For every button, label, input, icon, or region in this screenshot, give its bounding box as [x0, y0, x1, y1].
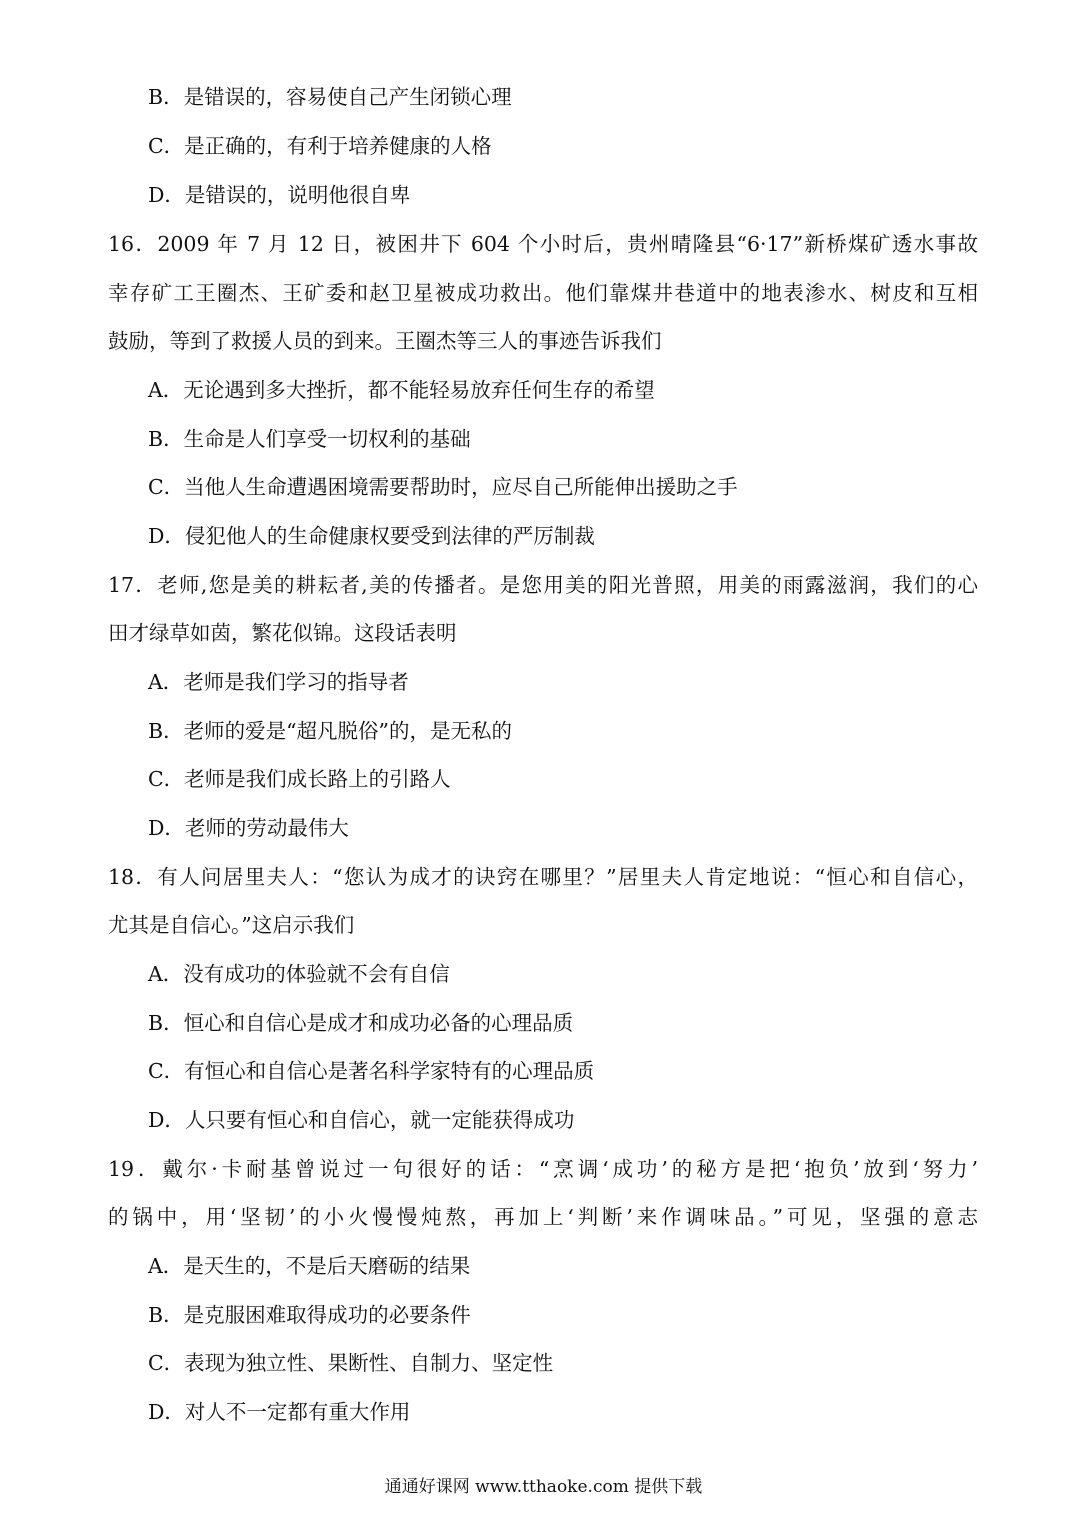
q15-option-c: C．是正确的，有利于培养健康的人格	[148, 134, 492, 158]
q18-option-c: C．有恒心和自信心是著名科学家特有的心理品质	[148, 1059, 595, 1083]
q15-option-b: B．是错误的，容易使自己产生闭锁心理	[148, 85, 512, 109]
q17-option-c: C．老师是我们成长路上的引路人	[148, 767, 451, 791]
q18-option-d: D．人只要有恒心和自信心，就一定能获得成功	[148, 1108, 575, 1132]
q16-option-d: D．侵犯他人的生命健康权要受到法律的严厉制裁	[148, 524, 595, 548]
q19-option-d: D．对人不一定都有重大作用	[148, 1400, 411, 1424]
q17-option-d: D．老师的劳动最伟大	[148, 816, 349, 840]
q19-stem-line-2: 的锅中，用‘坚韧’的小火慢慢炖熬，再加上‘判断’来作调味品。”可见，坚强的意志	[108, 1205, 978, 1229]
q19-stem-line-1: 19．戴尔·卡耐基曾说过一句很好的话：“烹调‘成功’的秘方是把‘抱负’放到‘努力’	[108, 1157, 978, 1181]
q17-stem-line-1: 17．老师,您是美的耕耘者,美的传播者。是您用美的阳光普照，用美的雨露滋润，我们的心	[108, 573, 978, 597]
q18-stem-line-1: 18．有人问居里夫人：“您认为成才的诀窍在哪里？”居里夫人肯定地说：“恒心和自信心，	[108, 865, 978, 889]
page-footer: 通通好课网 www.tthaoke.com 提供下载	[384, 1477, 703, 1497]
q16-stem-line-3: 鼓励，等到了救援人员的到来。王圈杰等三人的事迹告诉我们	[108, 329, 662, 353]
q17-option-b: B．老师的爱是“超凡脱俗”的，是无私的	[148, 719, 513, 743]
q17-stem-line-2: 田才绿草如茵，繁花似锦。这段话表明	[108, 621, 457, 645]
q15-option-d: D．是错误的，说明他很自卑	[148, 183, 411, 207]
q19-option-b: B．是克服困难取得成功的必要条件	[148, 1303, 471, 1327]
q19-option-c: C．表现为独立性、果断性、自制力、坚定性	[148, 1351, 554, 1375]
q16-option-b: B．生命是人们享受一切权利的基础	[148, 427, 471, 451]
q16-option-a: A．无论遇到多大挫折，都不能轻易放弃任何生存的希望	[148, 378, 655, 402]
q16-stem-line-2: 幸存矿工王圈杰、王矿委和赵卫星被成功救出。他们靠煤井巷道中的地表渗水、树皮和互相	[108, 281, 978, 305]
q16-option-c: C．当他人生命遭遇困境需要帮助时，应尽自己所能伸出援助之手	[148, 475, 738, 499]
q18-stem-line-2: 尤其是自信心。”这启示我们	[108, 913, 355, 937]
q16-stem-line-1: 16．2009 年 7 月 12 日，被困井下 604 个小时后，贵州晴隆县“6·17”新桥煤矿透水事故	[108, 232, 978, 256]
q17-option-a: A．老师是我们学习的指导者	[148, 670, 409, 694]
q19-option-a: A．是天生的，不是后天磨砺的结果	[148, 1254, 471, 1278]
q18-option-a: A．没有成功的体验就不会有自信	[148, 962, 450, 986]
q18-option-b: B．恒心和自信心是成才和成功必备的心理品质	[148, 1011, 574, 1035]
